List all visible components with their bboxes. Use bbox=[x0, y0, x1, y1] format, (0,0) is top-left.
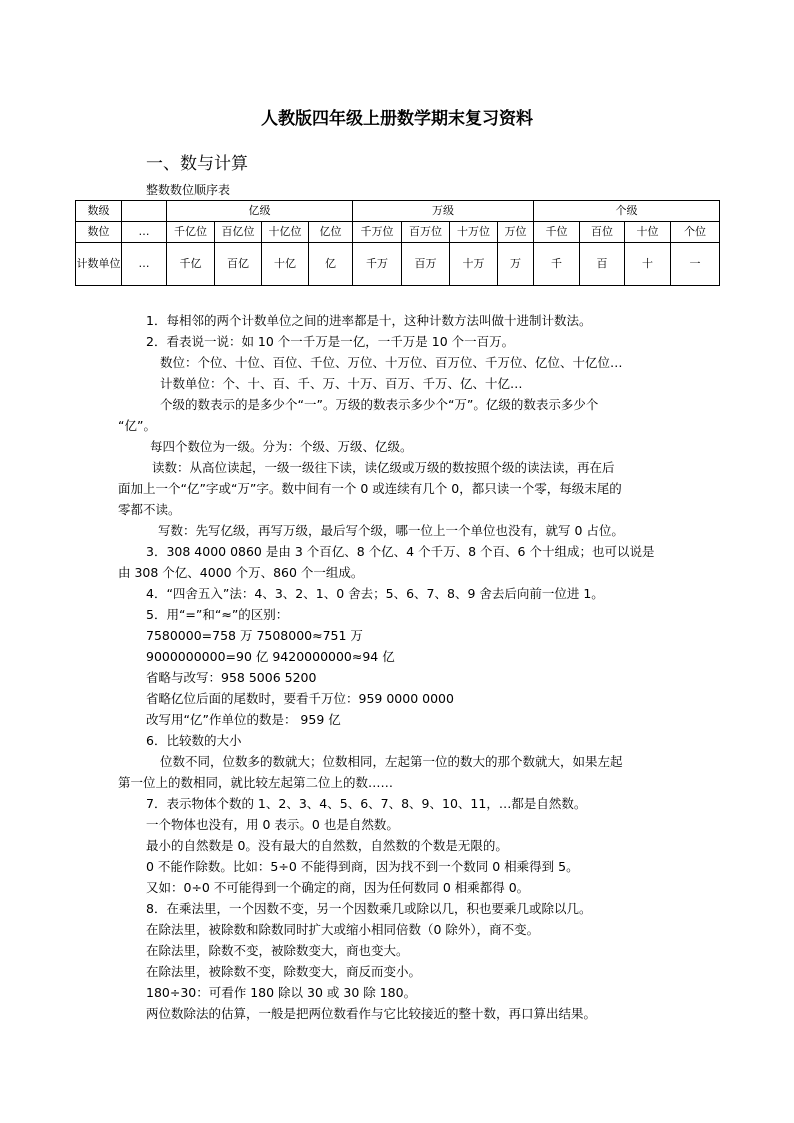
section-heading: 一、数与计算 bbox=[146, 154, 248, 174]
text-line: 计数单位：个、十、百、千、万、十万、百万、千万、亿、十亿… bbox=[160, 376, 523, 391]
table-cell: 十亿位 bbox=[262, 222, 309, 243]
table-cell: 百亿位 bbox=[215, 222, 262, 243]
text-line: 又如：0÷0 不可能得到一个确定的商，因为任何数同 0 相乘都得 0。 bbox=[146, 880, 530, 895]
text-line: 8．在乘法里，一个因数不变，另一个因数乘几或除以几，积也要乘几或除以几。 bbox=[146, 901, 592, 916]
text-line: 改写用“亿”作单位的数是： 959 亿 bbox=[146, 712, 341, 727]
table-cell: 个位 bbox=[671, 222, 720, 243]
text-line: 9000000000=90 亿 9420000000≈94 亿 bbox=[146, 649, 395, 664]
table-cell: 千位 bbox=[534, 222, 580, 243]
table-cell: … bbox=[122, 243, 167, 286]
table-caption: 整数数位顺序表 bbox=[146, 183, 231, 197]
row-header: 计数单位 bbox=[76, 243, 122, 286]
text-line: 写数：先写亿级，再写万级，最后写个级，哪一位上一个单位也没有，就写 0 占位。 bbox=[158, 523, 624, 538]
table-cell: 亿位 bbox=[309, 222, 353, 243]
table-cell: 千万位 bbox=[353, 222, 402, 243]
text-line: 7580000=758 万 7508000≈751 万 bbox=[146, 628, 363, 643]
text-line: 0 不能作除数。比如：5÷0 不能得到商，因为找不到一个数同 0 相乘得到 5。 bbox=[146, 859, 579, 874]
text-line: 在除法里，被除数和除数同时扩大或缩小相同倍数（0 除外），商不变。 bbox=[146, 922, 540, 937]
page-title: 人教版四年级上册数学期末复习资料 bbox=[261, 109, 533, 129]
text-line: 数位：个位、十位、百位、千位、万位、十万位、百万位、千万位、亿位、十亿位… bbox=[160, 355, 623, 370]
table-cell: 千亿 bbox=[167, 243, 215, 286]
text-line: 读数：从高位读起，一级一级往下读，读亿级或万级的数按照个级的读法读，再在后 bbox=[152, 460, 615, 475]
table-row bbox=[76, 201, 720, 222]
text-line: 最小的自然数是 0。没有最大的自然数，自然数的个数是无限的。 bbox=[146, 838, 508, 853]
table-cell: 十 bbox=[625, 243, 671, 286]
table-cell: 万位 bbox=[498, 222, 534, 243]
table-cell: 百 bbox=[580, 243, 625, 286]
table-cell: 万 bbox=[498, 243, 534, 286]
table-cell: 十万位 bbox=[450, 222, 498, 243]
text-line: 两位数除法的估算，一般是把两位数看作与它比较接近的整十数，再口算出结果。 bbox=[146, 1006, 597, 1021]
table-cell: 百位 bbox=[580, 222, 625, 243]
table-cell: 百万 bbox=[402, 243, 450, 286]
text-line: 个级的数表示的是多少个“一”。万级的数表示多少个“万”。亿级的数表示多少个 bbox=[160, 397, 599, 412]
text-line: 3．308 4000 0860 是由 3 个百亿、8 个亿、4 个千万、8 个百、6 个十组成；也可以说是 bbox=[146, 544, 655, 559]
place-value-table bbox=[75, 200, 720, 286]
table-cell: 千亿位 bbox=[167, 222, 215, 243]
text-line: 面加上一个“亿”字或“万”字。数中间有一个 0 或连续有几个 0，都只读一个零，每级末尾的 bbox=[118, 481, 622, 496]
ge-group-header: 个级 bbox=[534, 201, 720, 222]
text-line: 180÷30：可看作 180 除以 30 或 30 除 180。 bbox=[146, 985, 417, 1000]
text-line: 位数不同，位数多的数就大；位数相同，左起第一位的数大的那个数就大，如果左起 bbox=[160, 754, 623, 769]
table-cell: 百万位 bbox=[402, 222, 450, 243]
text-line: 6．比较数的大小 bbox=[146, 733, 242, 748]
wan-group-header: 万级 bbox=[353, 201, 534, 222]
row-header: 数位 bbox=[76, 222, 122, 243]
text-line: 零都不读。 bbox=[118, 502, 181, 517]
table-cell: 十亿 bbox=[262, 243, 309, 286]
text-line: 省略亿位后面的尾数时，要看千万位：959 0000 0000 bbox=[146, 691, 454, 706]
text-line: 每四个数位为一级。分为：个级、万级、亿级。 bbox=[150, 439, 413, 454]
text-line: 第一位上的数相同，就比较左起第二位上的数…… bbox=[118, 775, 394, 790]
text-line: 2．看表说一说：如 10 个一千万是一亿，一千万是 10 个一百万。 bbox=[146, 334, 515, 349]
text-line: 在除法里，被除数不变，除数变大，商反而变小。 bbox=[146, 964, 422, 979]
table-cell bbox=[122, 201, 167, 222]
table-cell: 亿 bbox=[309, 243, 353, 286]
yi-group-header: 亿级 bbox=[167, 201, 353, 222]
table-cell: 千万 bbox=[353, 243, 402, 286]
row-header: 数级 bbox=[76, 201, 122, 222]
table-row bbox=[76, 243, 720, 286]
text-line: 5．用“=”和“≈”的区别： bbox=[146, 607, 289, 622]
table-cell: … bbox=[122, 222, 167, 243]
text-line: 4．“四舍五入”法：4、3、2、1、0 舍去；5、6、7、8、9 舍去后向前一位进 1。 bbox=[146, 586, 604, 601]
text-line: 省略与改写：958 5006 5200 bbox=[146, 670, 317, 685]
text-line: “亿”。 bbox=[118, 418, 156, 433]
text-line: 在除法里，除数不变，被除数变大，商也变大。 bbox=[146, 943, 409, 958]
table-cell: 十万 bbox=[450, 243, 498, 286]
text-line: 1．每相邻的两个计数单位之间的进率都是十，这种计数方法叫做十进制计数法。 bbox=[146, 313, 592, 328]
text-line: 7．表示物体个数的 1、2、3、4、5、6、7、8、9、10、11，…都是自然数。 bbox=[146, 796, 587, 811]
table-row bbox=[76, 222, 720, 243]
text-line: 由 308 个亿、4000 个万、860 个一组成。 bbox=[118, 565, 364, 580]
table-cell: 千 bbox=[534, 243, 580, 286]
text-line: 一个物体也没有，用 0 表示。0 也是自然数。 bbox=[146, 817, 399, 832]
table-cell: 十位 bbox=[625, 222, 671, 243]
table-cell: 一 bbox=[671, 243, 720, 286]
table-cell: 百亿 bbox=[215, 243, 262, 286]
